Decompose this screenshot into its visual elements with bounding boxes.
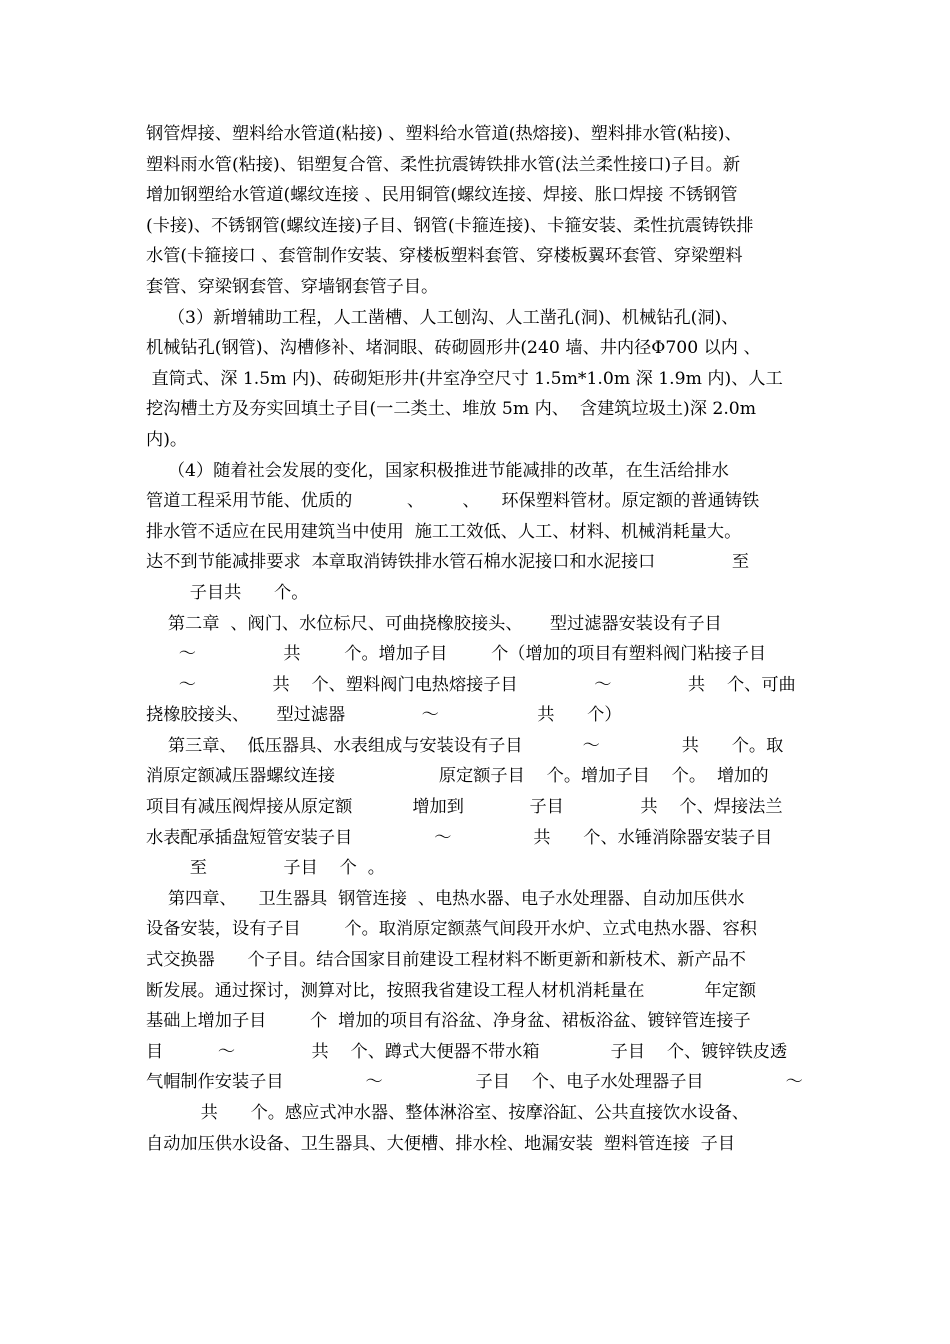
text-line: 子目共 个。 <box>146 582 309 603</box>
text-line: 挠橡胶接头、 型过滤器 ～ 共 个） <box>146 705 622 726</box>
text-line: 直筒式、深 1.5m 内)、砖砌矩形井(井室净空尺寸 1.5m*1.0m 深 1.9m 内)、人工 <box>146 368 783 389</box>
text-line: （3）新增辅助工程，人工凿槽、人工刨沟、人工凿孔(洞)、机械钻孔(洞)、 <box>146 307 739 328</box>
text-line: 目 ～ 共 个、蹲式大便器不带水箱 子目 个、镀锌铁皮透 <box>146 1041 788 1062</box>
text-line: (卡接)、不锈钢管(螺纹连接)子目、钢管(卡箍连接)、卡箍安装、柔性抗震铸铁排 <box>146 215 754 236</box>
text-line: 设备安装，设有子目 个。取消原定额蒸气间段开水炉、立式电热水器、容积 <box>146 919 757 940</box>
text-line: 钢管焊接、塑料给水管道(粘接) 、塑料给水管道(热熔接)、塑料排水管(粘接)、 <box>146 124 742 144</box>
text-line: 水表配承插盘短管安装子目 ～ 共 个、水锤消除器安装子目 <box>146 827 773 848</box>
text-line: 达不到节能减排要求 本章取消铸铁排水管石棉水泥接口和水泥接口 至 <box>146 552 750 573</box>
text-line: 断发展。通过探讨，测算对比，按照我省建设工程人材机消耗量在 年定额 <box>146 980 757 1001</box>
document-page <box>146 119 810 1159</box>
text-line: 第三章、 低压器具、水表组成与安装设有子目 ～ 共 个。取 <box>146 735 784 756</box>
text-line: 第二章 、阀门、水位标尺、可曲挠橡胶接头、 型过滤器安装设有子目 <box>146 613 722 634</box>
text-line: 增加钢塑给水管道(螺纹连接 、民用铜管(螺纹连接、焊接、胀口焊接 不锈钢管 <box>146 185 738 206</box>
text-line: ～ 共 个、塑料阀门电热熔接子目 ～ 共 个、可曲 <box>146 674 796 695</box>
text-line: 挖沟槽土方及夯实回填土子目(一二类土、堆放 5m 内、 含建筑垃圾土)深 2.0m <box>146 399 757 420</box>
text-line: 排水管不适应在民用建筑当中使用 施工工效低、人工、材料、机械消耗量大。 <box>146 521 742 542</box>
text-line: 管道工程采用节能、优质的 、 、 环保塑料管材。原定额的普通铸铁 <box>146 491 760 512</box>
text-line: 水管(卡箍接口 、套管制作安装、穿楼板塑料套管、穿楼板翼环套管、穿梁塑料 <box>146 246 743 267</box>
text-line: 套管、穿梁钢套管、穿墙钢套管子目。 <box>146 276 439 297</box>
text-line: 式交换器 个子目。结合国家目前建设工程材料不断更新和新枝术、新产品不 <box>146 950 746 971</box>
text-line: ～ 共 个。增加子目 个（增加的项目有塑料阀门粘接子目 <box>146 644 767 665</box>
text-line: 项目有减压阀焊接从原定额 增加到 子目 共 个、焊接法兰 <box>146 797 783 818</box>
text-line: 机械钻孔(钢管)、沟槽修补、堵洞眼、砖砌圆形井(240 墙、井内径Φ700 以内 、 <box>146 338 761 359</box>
text-line: 基础上增加子目 个 增加的项目有浴盆、净身盆、裙板浴盆、镀锌管连接子 <box>146 1011 751 1032</box>
text-line: 第四章、 卫生器具 钢管连接 、电热水器、电子水处理器、自动加压供水 <box>146 888 745 909</box>
text-line: 内)。 <box>146 429 188 450</box>
text-line: 气帽制作安装子目 ～ 子目 个、电子水处理器子目 ～ <box>146 1072 803 1093</box>
text-line: （4）随着社会发展的变化，国家积极推进节能减排的改革，在生活给排水 <box>146 460 729 481</box>
text-line: 消原定额减压器螺纹连接 原定额子目 个。增加子目 个。 增加的 <box>146 766 769 787</box>
text-line: 共 个。感应式冲水器、整体淋浴室、按摩浴缸、公共直接饮水设备、 <box>146 1103 750 1123</box>
text-line: 至 子目 个 。 <box>146 858 385 879</box>
text-line: 自动加压供水设备、卫生器具、大便槽、排水栓、地漏安装 塑料管连接 子目 <box>146 1133 736 1154</box>
text-line: 塑料雨水管(粘接)、铝塑复合管、柔性抗震铸铁排水管(法兰柔性接口)子目。新 <box>146 154 741 175</box>
